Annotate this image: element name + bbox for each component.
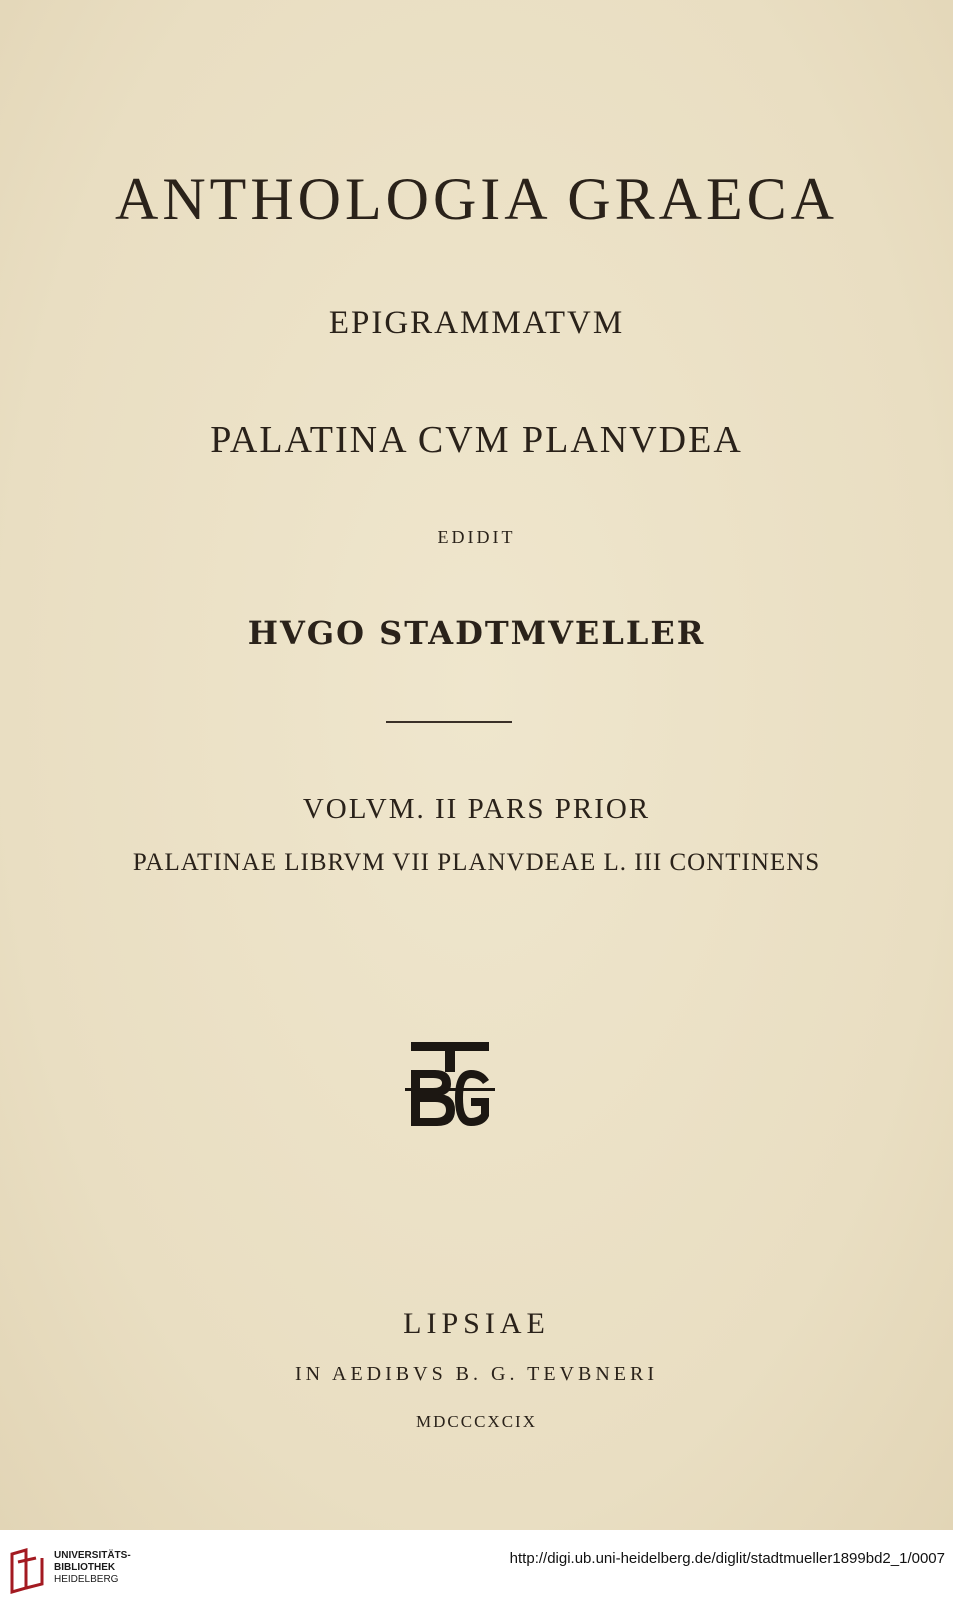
university-library-logo-icon [8,1548,48,1596]
volume-line: VOLVM. II PARS PRIOR [302,793,651,825]
imprint-publisher: IN AEDIBVS B. G. TEVBNERI [295,1363,658,1385]
book-subtitle: EPIGRAMMATVM [328,305,625,341]
library-name [54,1550,131,1586]
library-name-line1: UNIVERSITÄTS- [54,1550,131,1561]
contents-line: PALATINAE LIBRVM VII PLANVDEAE L. III CONTINENS [132,849,821,876]
imprint-year: MDCCCXCIX [416,1412,537,1431]
divider-rule [386,721,512,723]
footer-bar [0,1530,953,1609]
library-name-line2: BIBLIOTHEK [54,1562,116,1573]
teubner-monogram-icon [405,1040,495,1130]
permalink-url[interactable]: http://digi.ub.uni-heidelberg.de/diglit/stadtmueller1899bd2_1/0007 [509,1550,945,1567]
book-subtitle-2: PALATINA CVM PLANVDEA [210,419,743,461]
library-name-line3: HEIDELBERG [54,1574,119,1585]
book-title: ANTHOLOGIA GRAECA [115,166,838,232]
edidit-label: EDIDIT [437,527,516,547]
imprint-city: LIPSIAE [403,1307,550,1340]
editor-name: HVGO STADTMVELLER [247,614,706,652]
